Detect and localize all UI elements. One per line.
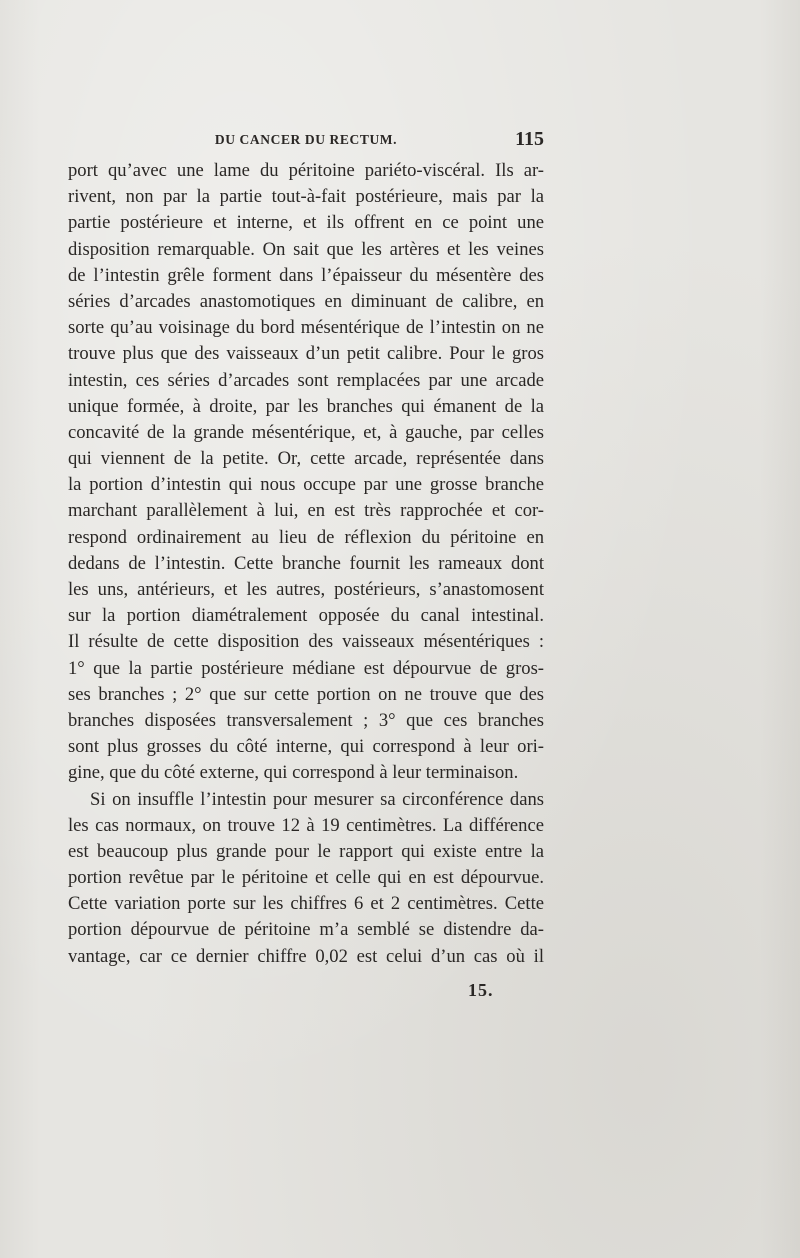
text-line: dedans de l’intestin. Cette branche fournit les rameaux dont <box>68 552 544 574</box>
text-line: rivent, non par la partie tout-à-fait postérieure, mais par la <box>68 186 544 208</box>
text-line: intestin, ces séries d’arcades sont remplacées par une arcade <box>68 369 544 391</box>
text-line: marchant parallèlement à lui, en est très rapprochée et cor- <box>68 500 544 522</box>
text-line: les cas normaux, on trouve 12 à 19 centimètres. La différence <box>68 814 544 836</box>
text-line: portion revêtue par le péritoine et celle qui en est dépourvue. <box>68 867 544 889</box>
text-line: est beaucoup plus grande pour le rapport qui existe entre la <box>68 840 544 862</box>
body-text <box>68 158 544 970</box>
running-head <box>68 128 544 152</box>
page-number: 115 <box>515 128 544 150</box>
text-line: port qu’avec une lame du péritoine pariéto-viscéral. Ils ar- <box>68 160 544 181</box>
text-line: de l’intestin grêle forment dans l’épaisseur du mésentère des <box>68 264 544 286</box>
text-line: Cette variation porte sur les chiffres 6 et 2 centimètres. Cette <box>68 893 544 915</box>
signature-mark: 15. <box>468 980 494 1000</box>
running-title: DU CANCER DU RECTUM. <box>214 132 398 147</box>
text-line: la portion d’intestin qui nous occupe par une grosse branche <box>68 474 544 496</box>
text-line: respond ordinairement au lieu de réflexion du péritoine en <box>68 526 544 548</box>
text-line: 1° que la partie postérieure médiane est dépourvue de gros- <box>68 657 544 679</box>
text-line: portion dépourvue de péritoine m’a semblé se distendre da- <box>68 919 544 941</box>
text-line: disposition remarquable. On sait que les artères et les veines <box>68 238 544 260</box>
text-line: concavité de la grande mésentérique, et, à gauche, par celles <box>68 421 544 443</box>
text-line: vantage, car ce dernier chiffre 0,02 est celui d’un cas où il <box>68 945 544 967</box>
text-line: ses branches ; 2° que sur cette portion on ne trouve que des <box>68 683 544 705</box>
text-line: qui viennent de la petite. Or, cette arcade, représentée dans <box>68 448 544 470</box>
text-line: sur la portion diamétralement opposée du canal intestinal. <box>68 605 544 627</box>
text-line: Il résulte de cette disposition des vaisseaux mésentériques : <box>68 631 544 653</box>
text-line: sorte qu’au voisinage du bord mésentérique de l’intestin on ne <box>68 317 544 339</box>
paragraph-start-line: Si on insuffle l’intestin pour mesurer sa circonférence dans <box>90 788 544 810</box>
text-line: gine, que du côté externe, qui correspond à leur terminaison. <box>68 762 519 784</box>
text-line: trouve plus que des vaisseaux d’un petit calibre. Pour le gros <box>68 343 544 365</box>
text-line: les uns, antérieurs, et les autres, postérieurs, s’anastomosent <box>68 579 544 600</box>
text-line: sont plus grosses du côté interne, qui correspond à leur ori- <box>68 736 544 758</box>
text-line: unique formée, à droite, par les branches qui émanent de la <box>68 395 544 417</box>
text-line: séries d’arcades anastomotiques en diminuant de calibre, en <box>68 290 544 312</box>
text-line: branches disposées transversalement ; 3° que ces branches <box>68 709 544 731</box>
text-line: partie postérieure et interne, et ils offrent en ce point une <box>68 212 544 234</box>
